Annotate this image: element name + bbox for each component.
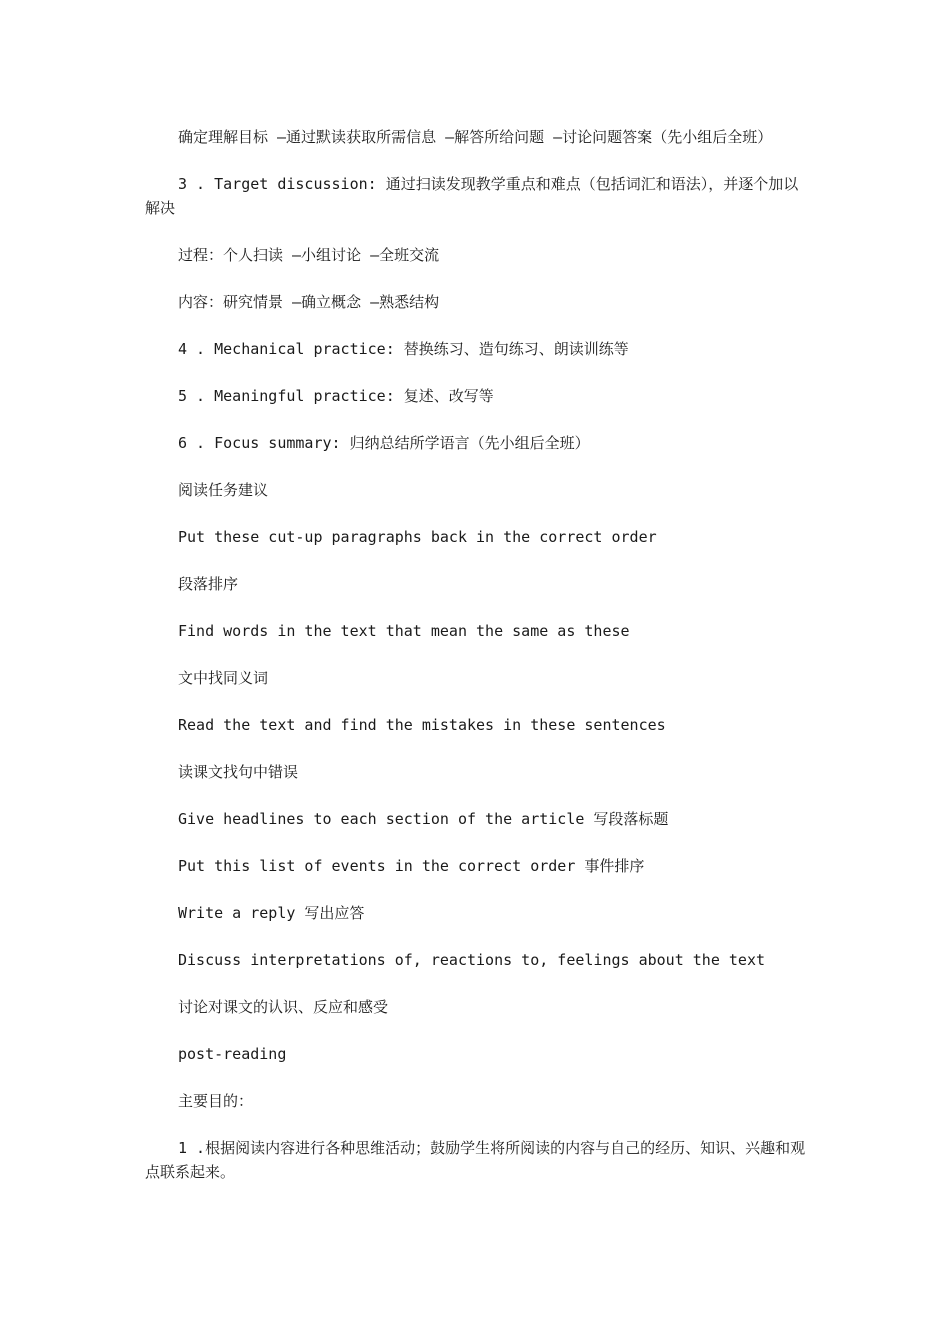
task-item: Write a reply 写出应答 (178, 904, 365, 922)
paragraph-meaningful-practice: 5 . Meaningful practice: 复述、改写等 (178, 387, 494, 405)
task-item-translation: 讨论对课文的认识、反应和感受 (178, 998, 389, 1016)
task-item: Read the text and find the mistakes in these sentences (178, 716, 666, 734)
paragraph-purpose-1: 1 .根据阅读内容进行各种思维活动；鼓励学生将所阅读的内容与自己的经历、知识、兴趣和观点联系起来。 (145, 1139, 806, 1181)
task-item: Put this list of events in the correct order 事件排序 (178, 857, 645, 875)
paragraph-understanding-goals: 确定理解目标 —通过默读获取所需信息 —解答所给问题 —讨论问题答案（先小组后全班） (178, 128, 773, 146)
document-body (145, 125, 810, 1207)
subheading-main-purpose: 主要目的： (178, 1092, 254, 1110)
paragraph-target-discussion: 3 . Target discussion: 通过扫读发现教学重点和难点（包括词汇和语法），并逐个加以解决 (145, 175, 799, 217)
task-item: Find words in the text that mean the same as these (178, 622, 630, 640)
paragraph-mechanical-practice: 4 . Mechanical practice: 替换练习、造句练习、朗读训练等 (178, 340, 629, 358)
task-item-translation: 文中找同义词 (178, 669, 269, 687)
paragraph-process: 过程：个人扫读 —小组讨论 —全班交流 (178, 246, 440, 264)
paragraph-focus-summary: 6 . Focus summary: 归纳总结所学语言（先小组后全班） (178, 434, 590, 452)
section-heading-post-reading: post-reading (178, 1045, 287, 1063)
paragraph-content: 内容：研究情景 —确立概念 —熟悉结构 (178, 293, 440, 311)
task-item: Put these cut-up paragraphs back in the correct order (178, 528, 657, 546)
task-item: Discuss interpretations of, reactions to, feelings about the text (178, 951, 765, 969)
section-heading-reading-tasks: 阅读任务建议 (178, 481, 269, 499)
task-item-translation: 读课文找句中错误 (178, 763, 299, 781)
task-item: Give headlines to each section of the article 写段落标题 (178, 810, 669, 828)
task-item-translation: 段落排序 (178, 575, 239, 593)
